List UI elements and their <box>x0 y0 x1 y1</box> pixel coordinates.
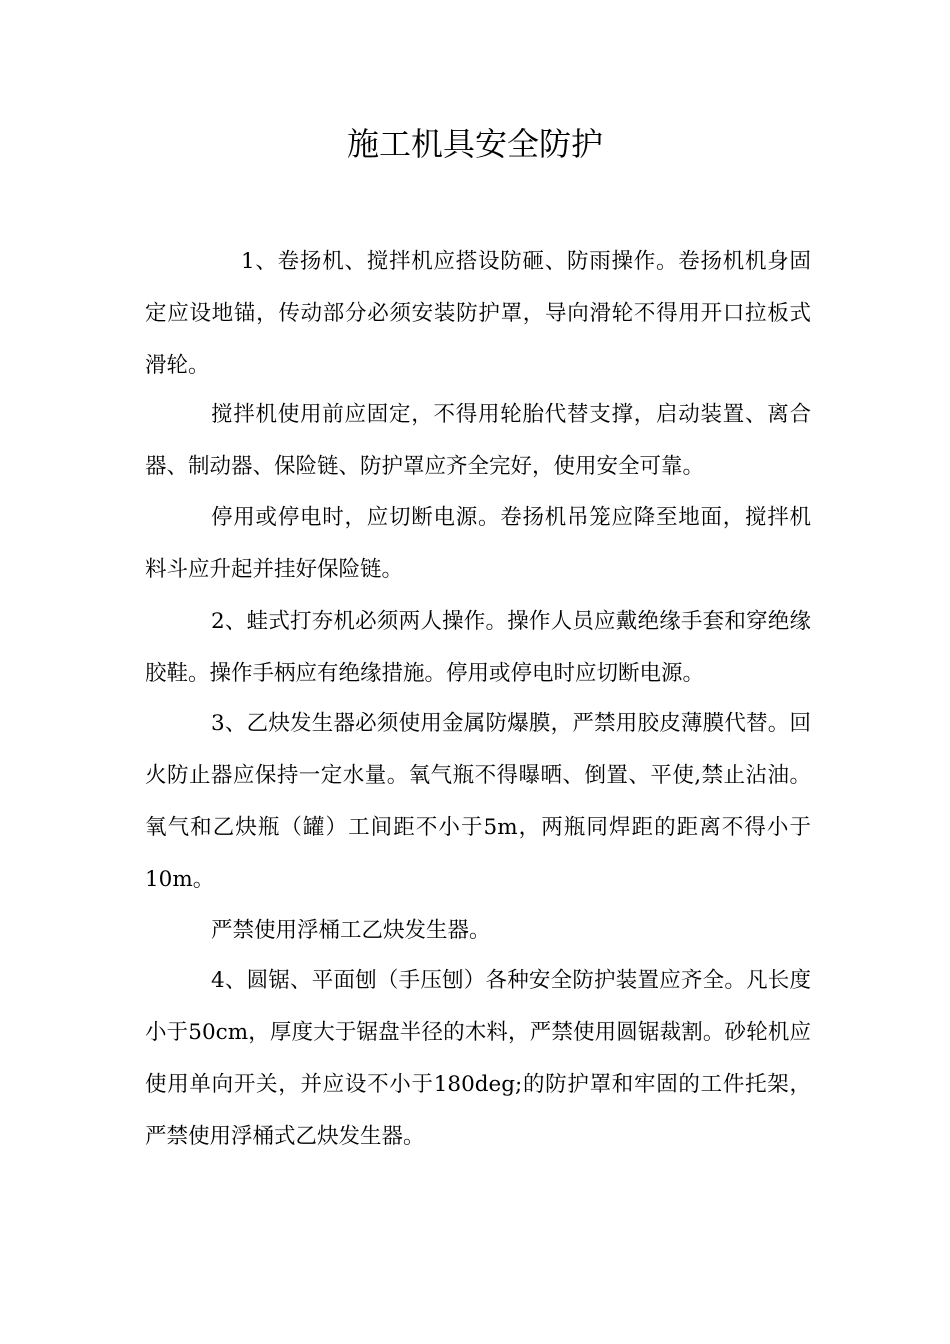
paragraph-floating-bucket: 严禁使用浮桶工乙炔发生器。 <box>211 918 491 943</box>
paragraph-winch-mixer: 1、卷扬机、搅拌机应搭设防砸、防雨操作。卷扬机机身固定应设地锚，传动部分必须安装防护罩，导向滑轮不得用开口拉板式滑轮。 <box>145 249 811 378</box>
paragraph-power-off: 停用或停电时，应切断电源。卷扬机吊笼应降至地面，搅拌机料斗应升起并挂好保险链。 <box>145 505 811 582</box>
document-title: 施工机具安全防护 <box>346 125 603 163</box>
paragraph-rammer: 2、蛙式打夯机必须两人操作。操作人员应戴绝缘手套和穿绝缘胶鞋。操作手柄应有绝缘措施。停用或停电时应切断电源。 <box>145 609 811 686</box>
paragraph-saw-planer: 4、圆锯、平面刨（手压刨）各种安全防护装置应齐全。凡长度小于50cm，厚度大于锯盘半径的木料，严禁使用圆锯裁割。砂轮机应使用单向开关，并应设不小于180deg;的防护罩和牢固的工件托架，严禁使用浮桶式乙炔发生器。 <box>145 968 811 1149</box>
paragraph-mixer-usage: 搅拌机使用前应固定，不得用轮胎代替支撑，启动装置、离合器、制动器、保险链、防护罩应齐全完好，使用安全可靠。 <box>145 402 811 479</box>
paragraph-acetylene: 3、乙炔发生器必须使用金属防爆膜，严禁用胶皮薄膜代替。回火防止器应保持一定水量。氧气瓶不得曝晒、倒置、平使,禁止沾油。氧气和乙炔瓶（罐）工间距不小于5m，两瓶同焊距的距离不得小于10m。 <box>145 711 811 892</box>
